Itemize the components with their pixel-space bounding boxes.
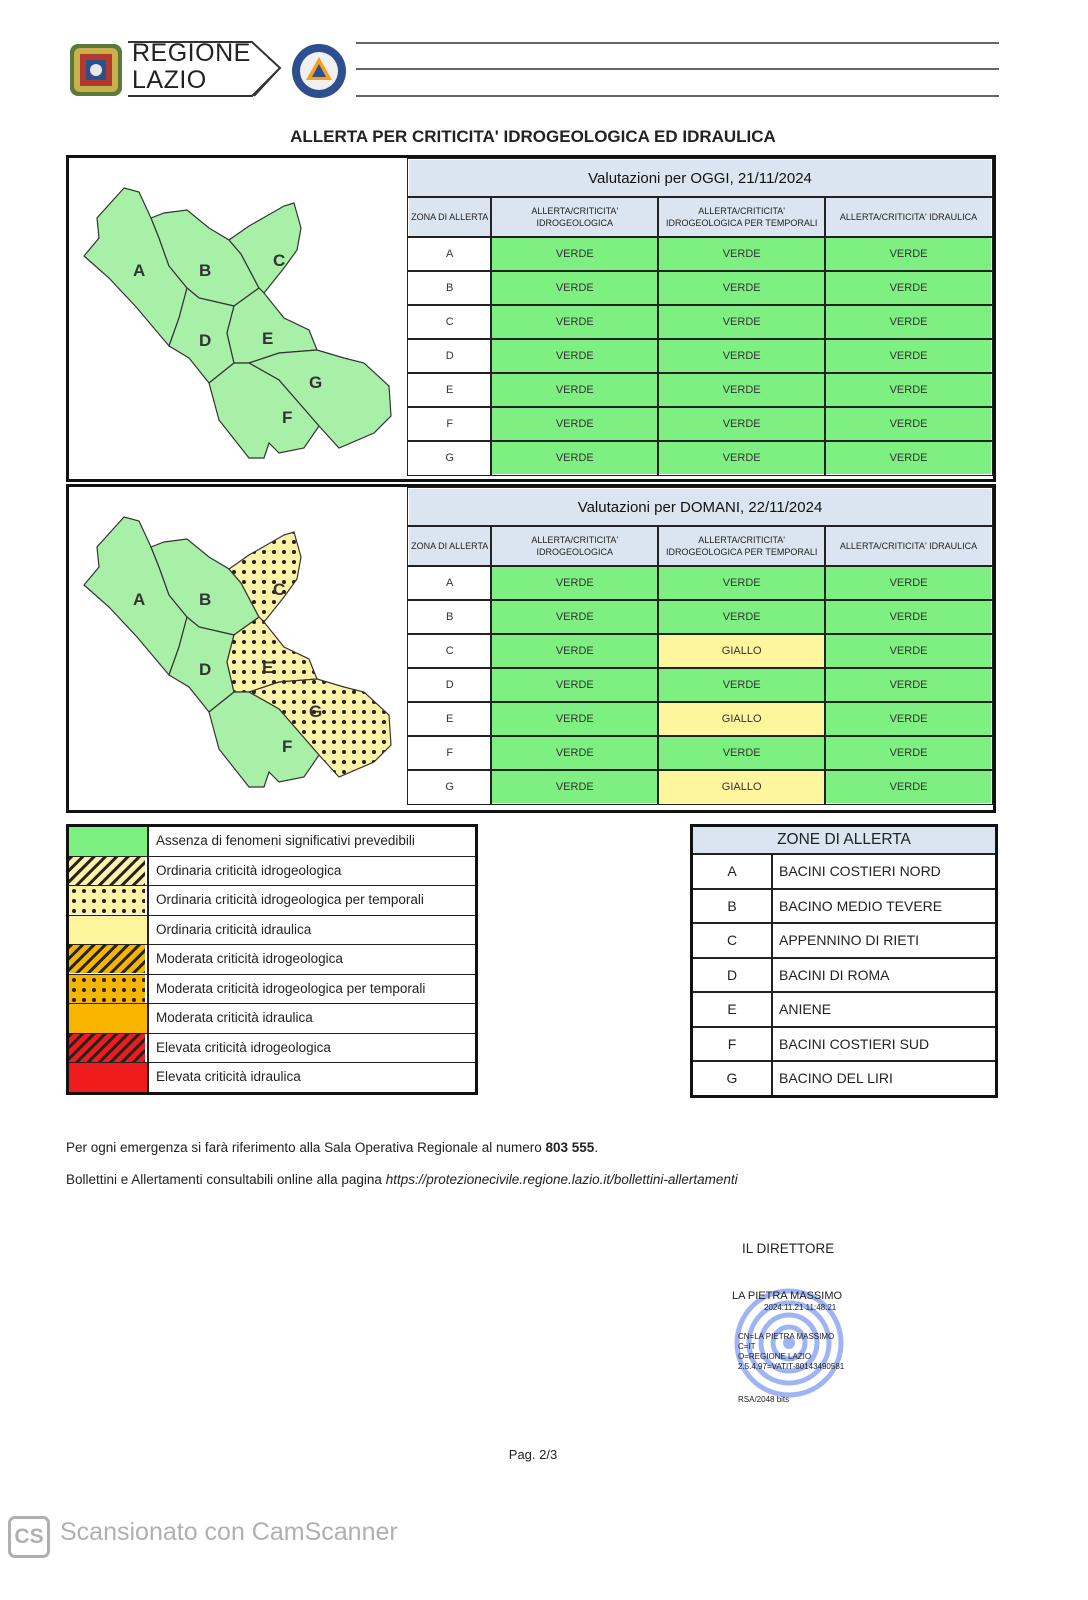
map-label-f: F xyxy=(282,408,293,427)
zone-name: BACINO DEL LIRI xyxy=(779,1070,893,1086)
legend-swatch xyxy=(69,916,149,945)
idro-cell: VERDE xyxy=(491,634,658,668)
emergency-prefix: Per ogni emergenza si farà riferimento alla Sala Operativa Regionale al numero xyxy=(66,1140,546,1155)
map-label-g: G xyxy=(309,373,323,392)
map-label-a: A xyxy=(133,590,146,609)
region-name-line1: REGIONE xyxy=(132,39,251,67)
zone-name: BACINI COSTIERI SUD xyxy=(779,1035,930,1052)
signer-name: LA PIETRA MASSIMO xyxy=(732,1290,843,1302)
idro-cell: VERDE xyxy=(491,736,658,770)
zone-row xyxy=(693,959,995,994)
zone-letter: G xyxy=(693,1062,773,1095)
zone-cell: D xyxy=(408,668,491,702)
regione-lazio-crest-icon xyxy=(68,42,124,98)
temp-cell: VERDE xyxy=(658,271,825,305)
temp-cell: GIALLO xyxy=(658,702,825,736)
temp-cell: VERDE xyxy=(658,305,825,339)
table-row xyxy=(408,770,992,804)
bulletins-link[interactable]: https://protezionecivile.regione.lazio.it/bollettini-allertamenti xyxy=(385,1172,738,1187)
table-today xyxy=(407,158,993,476)
map-label-c: C xyxy=(273,251,286,270)
idro-cell: VERDE xyxy=(491,600,658,634)
sign-cn: CN=LA PIETRA MASSIMO xyxy=(738,1332,835,1341)
zone-name: BACINI COSTIERI NORD xyxy=(779,863,941,879)
idro-cell: VERDE xyxy=(491,373,658,407)
legend-label: Ordinaria criticità idrogeologica xyxy=(156,862,342,878)
table-row xyxy=(408,339,992,373)
idra-cell: VERDE xyxy=(825,373,992,407)
idro-cell: VERDE xyxy=(491,237,658,271)
map-label-b: B xyxy=(199,590,212,609)
table-row xyxy=(408,566,992,600)
zone-cell: A xyxy=(408,237,491,271)
idra-cell: VERDE xyxy=(825,271,992,305)
zone-row xyxy=(693,1028,995,1063)
temp-cell: VERDE xyxy=(658,668,825,702)
table-row xyxy=(408,736,992,770)
legend-label: Assenza di fenomeni significativi prevedibili xyxy=(156,833,415,848)
table-row xyxy=(408,702,992,736)
zone-name: APPENNINO DI RIETI xyxy=(779,932,920,948)
table-row xyxy=(408,441,992,475)
legend-swatch xyxy=(69,886,149,915)
zone-row xyxy=(693,924,995,959)
map-label-a: A xyxy=(133,261,146,280)
zone-letter: E xyxy=(693,993,773,1026)
col-idro-header: ALLERTA/CRITICITA' IDROGEOLOGICA xyxy=(491,526,658,566)
table-row xyxy=(408,668,992,702)
legend-swatch xyxy=(69,945,149,974)
zone-name: ANIENE xyxy=(779,1001,832,1017)
col-zona-header: ZONA DI ALLERTA xyxy=(408,526,491,566)
idro-cell: VERDE xyxy=(491,668,658,702)
zone-cell: A xyxy=(408,566,491,600)
idra-cell: VERDE xyxy=(825,770,992,804)
idra-cell: VERDE xyxy=(825,407,992,441)
table-row xyxy=(408,237,992,271)
region-name-line2: LAZIO xyxy=(132,66,207,94)
zone-row xyxy=(693,1062,995,1095)
idro-cell: VERDE xyxy=(491,305,658,339)
legend-swatch xyxy=(69,1004,149,1033)
sign-algo: RSA/2048 bits xyxy=(738,1395,790,1404)
emergency-suffix: . xyxy=(594,1140,599,1155)
emergency-note xyxy=(66,1140,598,1155)
idra-cell: VERDE xyxy=(825,600,992,634)
table-row xyxy=(408,600,992,634)
temp-cell: VERDE xyxy=(658,441,825,475)
zone-cell: F xyxy=(408,736,491,770)
legend xyxy=(66,824,478,1095)
temp-cell: GIALLO xyxy=(658,634,825,668)
legend-label: Moderata criticità idrogeologica xyxy=(156,951,343,966)
idra-cell: VERDE xyxy=(825,566,992,600)
zone-row xyxy=(693,890,995,925)
idro-cell: VERDE xyxy=(491,407,658,441)
col-temp-header: ALLERTA/CRITICITA' IDROGEOLOGICA PER TEMPORALI xyxy=(658,197,825,237)
idra-cell: VERDE xyxy=(825,237,992,271)
legend-row xyxy=(69,857,475,887)
map-label-c: C xyxy=(273,580,286,599)
legend-swatch xyxy=(69,1063,149,1092)
zones-table xyxy=(690,824,998,1098)
idra-cell: VERDE xyxy=(825,339,992,373)
header-chevron-lines xyxy=(128,40,288,102)
zone-row xyxy=(693,855,995,890)
emergency-number: 803 555 xyxy=(545,1140,595,1155)
legend-row xyxy=(69,1063,475,1092)
idro-cell: VERDE xyxy=(491,441,658,475)
zone-cell: E xyxy=(408,373,491,407)
temp-cell: VERDE xyxy=(658,736,825,770)
header-rule-2 xyxy=(356,68,999,70)
document-title: ALLERTA PER CRITICITA' IDROGEOLOGICA ED IDRAULICA xyxy=(290,127,776,146)
zone-letter: F xyxy=(693,1028,773,1061)
legend-row xyxy=(69,1004,475,1034)
idra-cell: VERDE xyxy=(825,305,992,339)
zone-cell: E xyxy=(408,702,491,736)
sign-date: 2024.11.21 11:48:21 xyxy=(764,1303,837,1312)
temp-cell: VERDE xyxy=(658,339,825,373)
col-zona-header: ZONA DI ALLERTA xyxy=(408,197,491,237)
map-label-b: B xyxy=(199,261,212,280)
lazio-map-today xyxy=(69,158,405,479)
zone-letter: A xyxy=(693,855,773,888)
panel-today xyxy=(66,155,996,482)
legend-label: Ordinaria criticità idrogeologica per temporali xyxy=(156,892,424,907)
table-row xyxy=(408,634,992,668)
protezione-civile-seal-icon xyxy=(290,42,348,100)
idra-cell: VERDE xyxy=(825,441,992,475)
idra-cell: VERDE xyxy=(825,702,992,736)
table-row xyxy=(408,373,992,407)
zones-heading: ZONE DI ALLERTA xyxy=(693,827,995,855)
map-today xyxy=(69,158,405,479)
idra-cell: VERDE xyxy=(825,736,992,770)
legend-swatch xyxy=(69,975,149,1004)
legend-row xyxy=(69,975,475,1005)
zones-body xyxy=(693,855,995,1095)
idra-cell: VERDE xyxy=(825,668,992,702)
temp-cell: VERDE xyxy=(658,407,825,441)
header-rule-3 xyxy=(356,95,999,97)
col-idro-header: ALLERTA/CRITICITA' IDROGEOLOGICA xyxy=(491,197,658,237)
map-tomorrow xyxy=(69,487,405,810)
map-label-g: G xyxy=(309,702,323,721)
map-label-d: D xyxy=(199,660,212,679)
table-tomorrow-heading: Valutazioni per DOMANI, 22/11/2024 xyxy=(408,488,992,526)
panel-tomorrow xyxy=(66,484,996,813)
col-idra-header: ALLERTA/CRITICITA' IDRAULICA xyxy=(825,197,992,237)
temp-cell: VERDE xyxy=(658,566,825,600)
zone-row xyxy=(693,993,995,1028)
idro-cell: VERDE xyxy=(491,770,658,804)
map-label-d: D xyxy=(199,331,212,350)
zone-cell: F xyxy=(408,407,491,441)
digital-signature-stamp xyxy=(732,1285,852,1405)
temp-cell: VERDE xyxy=(658,373,825,407)
page-number: Pag. 2/3 xyxy=(508,1447,558,1462)
sign-c: C=IT xyxy=(738,1342,756,1351)
col-temp-header: ALLERTA/CRITICITA' IDROGEOLOGICA PER TEMPORALI xyxy=(658,526,825,566)
zone-cell: G xyxy=(408,770,491,804)
idro-cell: VERDE xyxy=(491,566,658,600)
table-row xyxy=(408,407,992,441)
zone-cell: B xyxy=(408,271,491,305)
legend-row xyxy=(69,945,475,975)
zone-cell: C xyxy=(408,305,491,339)
camscanner-watermark: Scansionato con CamScanner xyxy=(60,1518,398,1546)
map-label-e: E xyxy=(262,658,274,677)
legend-label: Elevata criticità idraulica xyxy=(156,1069,301,1084)
map-label-f: F xyxy=(282,737,293,756)
legend-label: Moderata criticità idraulica xyxy=(156,1010,313,1025)
zone-name: BACINO MEDIO TEVERE xyxy=(779,897,943,914)
legend-row xyxy=(69,886,475,916)
temp-cell: VERDE xyxy=(658,237,825,271)
table-today-heading: Valutazioni per OGGI, 21/11/2024 xyxy=(408,159,992,197)
legend-label: Moderata criticità idrogeologica per temporali xyxy=(156,980,426,996)
zone-cell: G xyxy=(408,441,491,475)
idra-cell: VERDE xyxy=(825,634,992,668)
temp-cell: GIALLO xyxy=(658,770,825,804)
legend-row xyxy=(69,1034,475,1064)
legend-row xyxy=(69,916,475,946)
header-rule-1 xyxy=(356,42,999,44)
zone-cell: C xyxy=(408,634,491,668)
legend-swatch xyxy=(69,827,149,856)
map-label-e: E xyxy=(262,329,274,348)
sign-o: O=REGIONE LAZIO xyxy=(738,1352,812,1361)
idro-cell: VERDE xyxy=(491,339,658,373)
legend-swatch xyxy=(69,1034,149,1063)
zone-letter: C xyxy=(693,924,773,957)
col-idra-header: ALLERTA/CRITICITA' IDRAULICA xyxy=(825,526,992,566)
table-row xyxy=(408,271,992,305)
director-label: IL DIRETTORE xyxy=(742,1241,835,1256)
idro-cell: VERDE xyxy=(491,702,658,736)
zone-cell: D xyxy=(408,339,491,373)
zone-letter: D xyxy=(693,959,773,992)
temp-cell: VERDE xyxy=(658,600,825,634)
table-row xyxy=(408,305,992,339)
table-tomorrow xyxy=(407,487,993,805)
zone-letter: B xyxy=(693,890,773,923)
legend-label: Elevata criticità idrogeologica xyxy=(156,1039,331,1055)
legend-row xyxy=(69,827,475,857)
legend-label: Ordinaria criticità idraulica xyxy=(156,921,312,937)
zone-name: BACINI DI ROMA xyxy=(779,966,890,983)
zone-cell: B xyxy=(408,600,491,634)
sign-id: 2.5.4.97=VATIT-80143490581 xyxy=(738,1362,845,1371)
lazio-map-tomorrow xyxy=(69,487,405,810)
camscanner-logo-icon: CS xyxy=(8,1516,50,1558)
bulletins-prefix: Bollettini e Allertamenti consultabili online alla pagina xyxy=(66,1172,386,1187)
legend-swatch xyxy=(69,857,149,886)
bulletins-note xyxy=(66,1172,738,1187)
idro-cell: VERDE xyxy=(491,271,658,305)
